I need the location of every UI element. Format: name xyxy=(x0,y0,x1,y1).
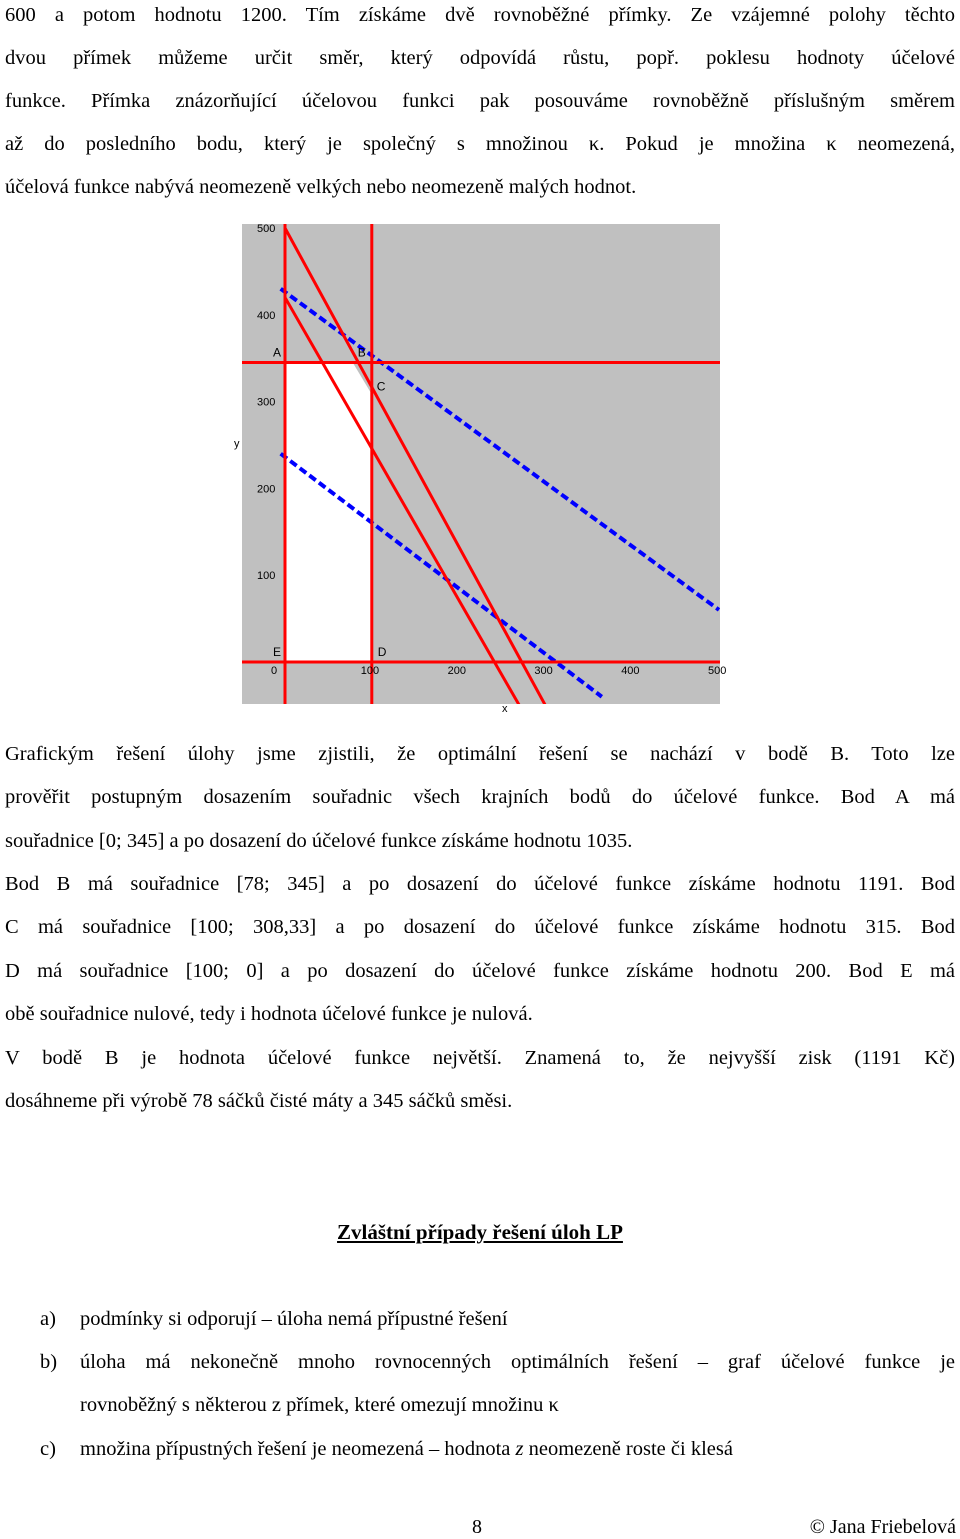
list-item: úloha má nekonečně mnoho rovnocenných optimálních řešení – graf účelové funkce je xyxy=(80,1351,955,1373)
paragraph-line: dosáhneme při výrobě 78 sáčků čisté máty a 345 sáčků směsi. xyxy=(5,1090,513,1112)
point-label: E xyxy=(273,645,282,659)
list-item xyxy=(80,1437,733,1461)
y-tick-label: 400 xyxy=(257,309,276,322)
paragraph-line: D má souřadnice [100; 0] a po dosazení do účelové funkce získáme hodnotu 200. Bod E má xyxy=(5,960,955,982)
x-tick-label: 100 xyxy=(360,665,380,677)
point-label: D xyxy=(377,645,387,659)
paragraph-line: Grafickým řešení úlohy jsme zjistili, že optimální řešení se nachází v bodě B. Toto lze xyxy=(5,743,955,765)
list-item-continuation: rovnoběžný s některou z přímek, které omezují množinu κ xyxy=(80,1394,559,1416)
list-marker: a) xyxy=(40,1308,56,1330)
point-label: A xyxy=(273,345,282,360)
list-item-text: neomezeně roste či klesá xyxy=(523,1438,733,1460)
x-tick-label: 400 xyxy=(621,665,640,677)
paragraph-line: prověřit postupným dosazením souřadnic všech krajních bodů do účelové funkce. Bod A má xyxy=(5,786,955,808)
x-tick-label: 500 xyxy=(708,665,727,677)
y-tick-label: 300 xyxy=(257,396,276,409)
list-item: podmínky si odporují – úloha nemá přípustné řešení xyxy=(80,1308,508,1330)
paragraph-line: účelová funkce nabývá neomezeně velkých nebo neomezeně malých hodnot. xyxy=(5,176,637,198)
paragraph-line: dvou přímek můžeme určit směr, který odpovídá růstu, popř. poklesu hodnoty účelové xyxy=(5,47,955,69)
paragraph-line: funkce. Přímka znázorňující účelovou funkci pak posouváme rovnoběžně příslušným směrem xyxy=(5,90,955,112)
x-tick-label: 0 xyxy=(271,665,278,677)
paragraph-line: C má souřadnice [100; 308,33] a po dosazení do účelové funkce získáme hodnotu 315. Bod xyxy=(5,916,955,938)
y-tick-label: 200 xyxy=(257,483,276,496)
footer-author: © Jana Friebelová xyxy=(809,1516,956,1538)
paragraph-line: obě souřadnice nulové, tedy i hodnota účelové funkce je nulová. xyxy=(5,1003,533,1025)
y-tick-label: 500 xyxy=(257,223,276,235)
variable-z: z xyxy=(515,1438,524,1460)
list-item-text: množina přípustných řešení je neomezená – hodnota xyxy=(80,1438,516,1460)
x-tick-label: 300 xyxy=(534,665,553,677)
paragraph-line: V bodě B je hodnota účelové funkce největší. Znamená to, že nejvyšší zisk (1191 Kč) xyxy=(5,1047,955,1069)
section-heading: Zvláštní případy řešení úloh LP xyxy=(337,1220,623,1244)
paragraph-line: Bod B má souřadnice [78; 345] a po dosazení do účelové funkce získáme hodnotu 1191. Bod xyxy=(5,873,955,895)
paragraph-line: 600 a potom hodnotu 1200. Tím získáme dvě rovnoběžné přímky. Ze vzájemné polohy těchto xyxy=(5,4,955,26)
lp-graph xyxy=(228,215,738,720)
paragraph-line: až do posledního bodu, který je společný s množinou κ. Pokud je množina κ neomezená, xyxy=(5,133,955,155)
y-axis-label: y xyxy=(234,438,240,450)
point-label: C xyxy=(376,379,386,394)
paragraph-line: souřadnice [0; 345] a po dosazení do účelové funkce získáme hodnotu 1035. xyxy=(5,830,633,852)
point-label: B xyxy=(357,345,366,360)
list-marker: c) xyxy=(40,1438,56,1460)
list-marker: b) xyxy=(40,1351,58,1373)
y-tick-label: 100 xyxy=(257,570,276,583)
x-tick-label: 200 xyxy=(447,665,466,677)
page-number: 8 xyxy=(472,1516,482,1538)
x-axis-label: x xyxy=(502,703,508,715)
